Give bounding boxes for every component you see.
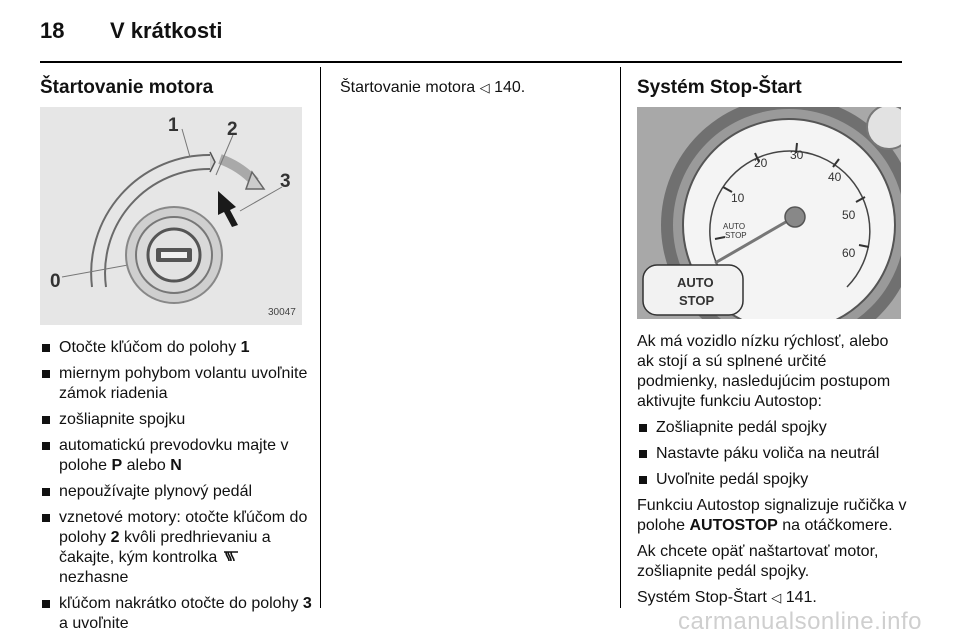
ignition-figure: [40, 107, 302, 325]
callout-stop: STOP: [679, 293, 715, 308]
figure-code: 30047: [268, 307, 296, 318]
position-label-3: 3: [280, 171, 291, 192]
callout-auto: AUTO: [677, 275, 714, 290]
list-item: vznetové motory: otočte kľúčom do polohy 2 kvôli predhrievaniu a čakajte, kým kontrolka nezhasne: [40, 508, 312, 588]
stop-start-section: [637, 332, 907, 608]
dial-number-40: 40: [828, 170, 842, 184]
intro-paragraph: Ak má vozidlo nízku rýchlosť, alebo ak stojí a sú splnené určité podmienky, nasledujúcim postupom aktivujte funkciu Autostop:: [637, 333, 891, 410]
cross-reference-stop-start: Systém Stop-Štart ◁ 141.: [637, 589, 817, 606]
autostop-indicator-paragraph: Funkciu Autostop signalizuje ručička v polohe AUTOSTOP na otáčkomere.: [637, 497, 907, 534]
starting-steps-list: [40, 338, 312, 640]
dial-number-60: 60: [842, 246, 856, 260]
list-item: Uvoľnite pedál spojky: [637, 470, 907, 490]
position-label-0: 0: [50, 271, 61, 292]
dial-number-20: 20: [754, 156, 768, 170]
preheat-coil-icon: [222, 549, 240, 563]
list-item: kľúčom nakrátko otočte do polohy 3 a uvoľnite: [40, 594, 312, 634]
ignition-lock: [126, 207, 222, 303]
list-item: automatickú prevodovku majte v polohe P alebo N: [40, 436, 312, 476]
section-heading-starting: Štartovanie motora: [40, 77, 214, 98]
page-title: V krátkosti: [110, 18, 223, 43]
dial-zone-auto: AUTO: [723, 222, 746, 231]
column-divider-left: [320, 67, 321, 608]
list-item: miernym pohybom volantu uvoľnite zámok riadenia: [40, 364, 312, 404]
page-ref-arrow-icon: ◁: [479, 80, 490, 95]
page-number: 18: [40, 18, 65, 43]
list-item: nepoužívajte plynový pedál: [40, 482, 312, 502]
tachometer-figure: [637, 107, 901, 319]
page-header: [40, 18, 223, 44]
position-label-2: 2: [227, 119, 238, 140]
page-ref-arrow-icon: ◁: [771, 590, 782, 605]
column-divider-right: [620, 67, 621, 608]
dial-number-50: 50: [842, 208, 856, 222]
list-item: Nastavte páku voliča na neutrál: [637, 444, 907, 464]
list-item: Zošliapnite pedál spojky: [637, 418, 907, 438]
restart-paragraph: Ak chcete opäť naštartovať motor, zošliapnite pedál spojky.: [637, 543, 879, 580]
turn-arrow-icon: [218, 191, 238, 227]
autostop-steps-list: [637, 418, 907, 490]
cross-reference-starting: Štartovanie motora ◁ 140.: [340, 79, 526, 96]
position-label-1: 1: [168, 115, 179, 136]
dial-number-10: 10: [731, 191, 745, 205]
needle-hub: [785, 207, 805, 227]
dial-number-30: 30: [790, 148, 804, 162]
list-item: Otočte kľúčom do polohy 1: [40, 338, 312, 358]
dial-zone-stop: STOP: [725, 231, 747, 240]
list-item: zošliapnite spojku: [40, 410, 312, 430]
section-heading-stop-start: Systém Stop-Štart: [637, 77, 802, 98]
header-rule: [40, 61, 902, 63]
watermark: carmanualsonline.info: [678, 608, 922, 635]
